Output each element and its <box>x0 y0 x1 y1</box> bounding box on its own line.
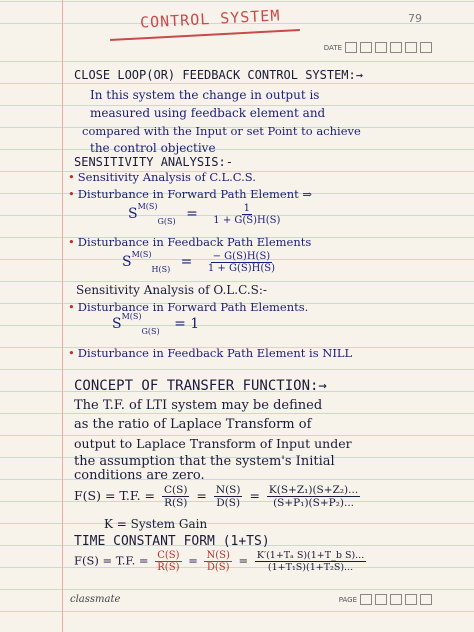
tf-line-3: output to Laplace Transform of Input under <box>74 436 352 451</box>
gain-line: K = System Gain <box>104 517 208 531</box>
tf-equation: F(S) = T.F. = $\frac{C(S)}{R(S)}$ = $\frac{N(S)}{D(S)}$ = $\frac{\text{K(S+Z₁)(S+Z₂)...}}{\text{(S+P₁)(S+P₂)...}}$ <box>74 484 359 509</box>
dist-feedback-line: • Disturbance in Feedback Path Elements <box>68 235 312 249</box>
closed-loop-line-2: measured using feedback element and <box>90 106 326 120</box>
sens-olcs-line: Sensitivity Analysis of O.L.C.S:- <box>76 283 267 297</box>
tf-line-2: as the ratio of Laplace Transform of <box>74 417 312 432</box>
page-title: CONTROL SYSTEM <box>139 6 281 32</box>
bullet-icon: • <box>68 235 75 249</box>
tf-line-4: the assumption that the system's Initial <box>74 454 335 469</box>
closed-loop-heading: CLOSE LOOP(OR) FEEDBACK CONTROL SYSTEM:→ <box>74 68 363 82</box>
equation-3: $S^{M(S)}_{G(S)} = 1$ <box>112 312 200 336</box>
closed-loop-line-3: compared with the Input or set Point to achieve <box>82 124 361 138</box>
bullet-icon: • <box>68 346 75 360</box>
title-underline <box>110 29 300 41</box>
equation-1: $S^{M(S)}_{G(S)}$ = $\frac{1}{1 + G(S)H(S)}$ <box>128 202 281 226</box>
closed-loop-line-1: In this system the change in output is <box>90 88 320 102</box>
tc-heading: TIME CONSTANT FORM (1+TS) <box>74 534 270 549</box>
dist-forward-line: • Disturbance in Forward Path Element ⇒ <box>68 187 313 201</box>
tf-heading: CONCEPT OF TRANSFER FUNCTION:→ <box>74 378 327 394</box>
footer-page-box <box>339 594 432 605</box>
bullet-icon: • <box>68 170 75 184</box>
tc-equation: F(S) = T.F. = $\frac{C(S)}{R(S)}$ = $\frac{N(S)}{D(S)}$ = $\frac{\text{K′(1+Tₐ S)(1+T\_b S)...}}{\text{(1+T₁S)(1+T₂S)...}}$ <box>74 550 365 573</box>
sensitivity-heading: SENSITIVITY ANALYSIS:- <box>74 155 233 169</box>
closed-loop-line-4: the control objective <box>90 141 216 155</box>
date-label: DATE <box>323 43 342 52</box>
sens-clcs-line: • Sensitivity Analysis of C.L.C.S. <box>68 170 256 184</box>
dist-feedback-2-line: • Disturbance in Feedback Path Element is NILL <box>68 346 353 360</box>
footer-brand: classmate <box>70 594 121 605</box>
equation-2: $S^{M(S)}_{H(S)}$ = $\frac{- G(S)H(S)}{1 + G(S)H(S)}$ <box>122 250 275 274</box>
tf-line-5: conditions are zero. <box>74 468 205 483</box>
page-number: 79 <box>408 12 422 25</box>
tf-line-1: The T.F. of LTI system may be defined <box>74 398 323 413</box>
date-box <box>324 42 432 53</box>
bullet-icon: • <box>68 187 75 201</box>
dist-forward-2-line: • Disturbance in Forward Path Elements. <box>68 300 309 314</box>
bullet-icon: • <box>68 300 75 314</box>
margin-line <box>62 0 63 632</box>
footer-page-label: PAGE <box>338 595 357 604</box>
